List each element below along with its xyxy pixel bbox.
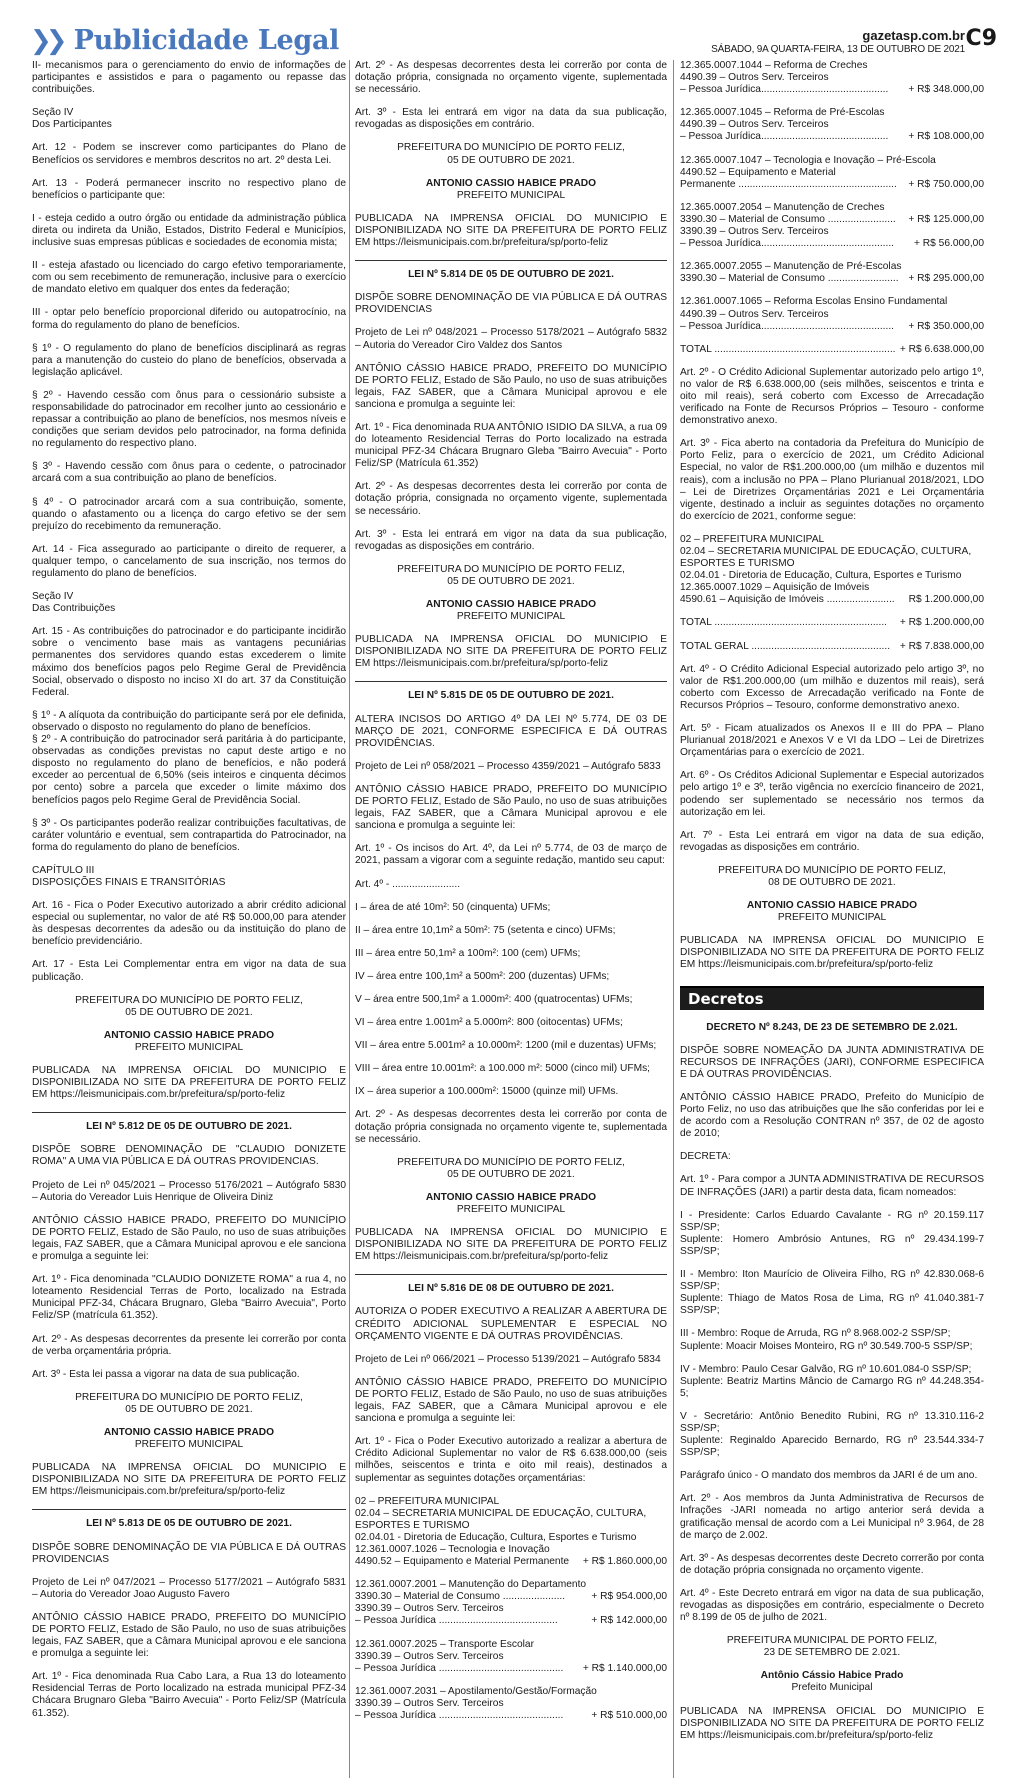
budget-heading: 02 – PREFEITURA MUNICIPAL 02.04 – SECRETARIA MUNICIPAL DE EDUCAÇÃO, CULTURA, ESPORTES E TURISMO 02.04.01 - Diretoria de Educação, Cultura, Esportes e Turismo 12.365.0007.1029 – Aquisição de Imóveis xyxy=(680,533,972,594)
signature-role: PREFEITO MUNICIPAL xyxy=(456,611,566,623)
budget-value: + R$ 510.000,00 xyxy=(591,1710,667,1721)
signature-name: ANTONIO CASSIO HABICE PRADO xyxy=(746,900,918,912)
budget-label: 3390.30 – Material de Consumo ...................... xyxy=(355,1591,566,1603)
publication-note: PUBLICADA NA IMPRENSA OFICIAL DO MUNICIPIO E DISPONIBILIZADA NO SITE DA PREFEITURA DE PORTO FELIZ EM https://leismunicipais.com.br/prefeitura/sp/porto-feliz xyxy=(32,1462,346,1498)
budget-label: – Pessoa Jurídica............................................... xyxy=(680,238,895,250)
paragraph: § 1º - O regulamento do plano de benefícios disciplinará as regras para a manutenção do custeio do plano de benefícios, observada a legislação aplicável. xyxy=(32,342,346,378)
budget-value: + R$ 125.000,00 xyxy=(908,213,984,225)
paragraph: Art. 16 - Fica o Poder Executivo autorizado a abrir crédito adicional especial ou suplementar, no valor de até R$ 50.000,00 para atender às despesas decorrentes da adesão ou da instituição do plano de benefício previdenciário. xyxy=(32,900,346,948)
paragraph: IX – área superior a 100.000m²: 15000 (quinze mil) UFMs. xyxy=(355,1086,619,1098)
paragraph: Art. 4º - Este Decreto entrará em vigor na data de sua publicação, revogadas as disposições em contrário, especialmente o Decreto nº 8.199 de 05 de julho de 2021. xyxy=(680,1587,984,1624)
budget-total xyxy=(680,617,984,629)
publication-note: PUBLICADA NA IMPRENSA OFICIAL DO MUNICIPIO E DISPONIBILIZADA NO SITE DA PREFEITURA DE PORTO FELIZ EM https://leismunicipais.com.br/prefeitura/sp/porto-feliz xyxy=(680,935,984,971)
budget-line xyxy=(355,1615,667,1627)
paragraph: Art. 6º - Os Créditos Adicional Suplementar e Especial autorizados pelo artigo 1º e 3º, terão vigência no exercício financeiro de 2021, podendo ser suplementado se necessário nos termos da autorização em lei. xyxy=(680,770,984,818)
budget-label: – Pessoa Jurídica ............................................ xyxy=(355,1710,564,1721)
paragraph: ALTERA INCISOS DO ARTIGO 4º DA LEI Nº 5.774, DE 03 DE MARÇO DE 2021, CONFORME ESPECIFICA E DÁ OUTRAS PROVIDÊNCIAS. xyxy=(355,713,667,749)
budget-label: 3390.30 – Material de Consumo ......................... xyxy=(680,273,899,285)
signature-role: PREFEITO MUNICIPAL xyxy=(456,189,566,201)
paragraph: Art. 2º - As despesas decorrentes desta lei correrão por conta de dotação própria, consignada no orçamento vigente, suplementada se necessário. xyxy=(355,60,667,96)
paragraph: Projeto de Lei nº 058/2021 – Processo 4359/2021 – Autógrafo 5833 xyxy=(355,760,661,772)
paragraph: Art. 17 - Esta Lei Complementar entra em vigor na data de sua publicação. xyxy=(32,959,346,983)
signature-name: ANTONIO CASSIO HABICE PRADO xyxy=(103,1029,275,1041)
budget-heading: 12.365.0007.2055 – Manutenção de Pré-Escolas xyxy=(680,261,902,273)
signature-place: PREFEITURA DO MUNICÍPIO DE PORTO FELIZ, 05 DE OUTUBRO DE 2021. xyxy=(397,1156,625,1180)
publication-note: PUBLICADA NA IMPRENSA OFICIAL DO MUNICIPIO E DISPONIBILIZADA NO SITE DA PREFEITURA DE PORTO FELIZ EM https://leismunicipais.com.br/prefeitura/sp/porto-feliz xyxy=(680,1705,984,1741)
paragraph: Projeto de Lei nº 048/2021 – Processo 5178/2021 – Autógrafo 5832 – Autoria do Vereador Ciro Valdez dos Santos xyxy=(355,327,667,351)
paragraph: DECRETA: xyxy=(680,1151,731,1163)
paragraph: Projeto de Lei nº 045/2021 – Processo 5176/2021 – Autógrafo 5830 – Autoria do Vereador Luis Henrique de Oliveira Diniz xyxy=(32,1179,346,1203)
budget-heading: 12.365.0007.1047 – Tecnologia e Inovação – Pré-Escola 4490.52 – Equipamento e Material xyxy=(680,154,936,178)
paragraph: Art. 1º - Fica denominada RUA ANTÔNIO ISIDIO DA SILVA, a rua 09 do loteamento Residencial Terras do Porto localizado na estrada municipal PFZ-34 Chácara Brugnaro Gleba "Bairro Avecuia" - Porto Feliz/SP (Matrícula 61.352) xyxy=(355,421,667,470)
budget-value: + R$ 142.000,00 xyxy=(591,1615,667,1627)
signature-role: Prefeito Municipal xyxy=(791,1682,873,1694)
budget-label: – Pessoa Jurídica............................................. xyxy=(680,131,889,143)
budget-line xyxy=(680,179,984,191)
signature-role: PREFEITO MUNICIPAL xyxy=(134,1439,244,1451)
paragraph: Art. 1º - Para compor a JUNTA ADMINISTRATIVA DE RECURSOS DE INFRAÇÕES (JARI) a partir desta data, ficam nomeados: xyxy=(680,1174,984,1198)
paragraph: DISPÕE SOBRE DENOMINAÇÃO DE "CLAUDIO DONIZETE ROMA" A UMA VIA PÚBLICA E DÁ OUTRAS PROVIDENCIAS. xyxy=(32,1144,346,1168)
budget-line xyxy=(680,321,984,333)
paragraph: Art. 2º - Aos membros da Junta Administrativa de Recursos de Infrações -JARI nomeada no artigo anterior será devida a gratificação mensal de acordo com a Lei Municipal nº 3.964, de 28 de março de 2.002. xyxy=(680,1493,984,1541)
paragraph: DISPÕE SOBRE NOMEAÇÃO DA JUNTA ADMINISTRATIVA DE RECURSOS DE INFRAÇÕES (JARI), CONFORME ESPECIFICA E DÁ OUTRAS PROVIDÊNCIAS. xyxy=(680,1044,984,1080)
page-number: C9 xyxy=(965,26,997,51)
law-title: LEI Nº 5.812 DE 05 DE OUTUBRO DE 2021. xyxy=(32,1112,346,1133)
publication-note: PUBLICADA NA IMPRENSA OFICIAL DO MUNICIPIO E DISPONIBILIZADA NO SITE DA PREFEITURA DE PORTO FELIZ EM https://leismunicipais.com.br/prefeitura/sp/porto-feliz xyxy=(355,634,667,670)
signature-place: PREFEITURA DO MUNICÍPIO DE PORTO FELIZ, 05 DE OUTUBRO DE 2021. xyxy=(397,563,625,587)
budget-line xyxy=(355,1663,667,1675)
signature-place: PREFEITURA DO MUNICÍPIO DE PORTO FELIZ, 05 DE OUTUBRO DE 2021. xyxy=(397,142,625,166)
budget-heading: 02 – PREFEITURA MUNICIPAL 02.04 – SECRETARIA MUNICIPAL DE EDUCAÇÃO, CULTURA, ESPORTES E TURISMO 02.04.01 - Diretoria de Educação, Cultura, Esportes e Turismo 12.361.0007.1026 – Tecnologia e Inovação xyxy=(355,1495,647,1555)
paragraph: Art. 5º - Ficam atualizados os Anexos II e III do PPA – Plano Plurianual 2018/2021 e Anexos V e VI da LDO – Lei de Diretrizes Orçamentárias para o exercício de 2021. xyxy=(680,723,984,759)
paragraph: ANTÔNIO CÁSSIO HABICE PRADO, PREFEITO DO MUNICÍPIO DE PORTO FELIZ, Estado de São Paulo, no uso de suas atribuições legais, FAZ SABER, que a Câmara Municipal aprovou e ele sanciona e promulga a seguinte lei: xyxy=(355,1376,667,1425)
column-2 xyxy=(355,60,667,1722)
budget-value: R$ 1.200.000,00 xyxy=(908,594,984,606)
budget-label: 4490.52 – Equipamento e Material Permanente xyxy=(355,1556,570,1568)
paragraph: Art. 12 - Podem se inscrever como participantes do Plano de Benefícios os servidores e membros descritos no art. 2º desta Lei. xyxy=(32,142,346,166)
budget-label: – Pessoa Jurídica ............................................ xyxy=(355,1662,564,1674)
dateline: SÁBADO, 9A QUARTA-FEIRA, 13 DE OUTUBRO DE 2021 xyxy=(711,44,965,55)
budget-label: Permanente ........................................................ xyxy=(680,178,897,190)
paragraph: Parágrafo único - O mandato dos membros da JARI é de um ano. xyxy=(680,1470,978,1482)
paragraph: DISPÕE SOBRE DENOMINAÇÃO DE VIA PÚBLICA E DÁ OUTRAS PROVIDENCIAS xyxy=(355,292,667,316)
budget-value: + R$ 348.000,00 xyxy=(908,84,984,96)
paragraph: Art. 4º - O Crédito Adicional Especial autorizado pelo artigo 3º, no valor de R$1.200.000,00 (um milhão e duzentos mil reais), será coberto com Excesso de Arrecadação verificado na Fonte de Recursos Próprios – Tesouro, conforme demonstrativo anexo. xyxy=(680,663,984,711)
paragraph: VI – área entre 1.001m² a 5.000m²: 800 (oitocentas) UFMs; xyxy=(355,1017,623,1029)
paragraph: DISPÕE SOBRE DENOMINAÇÃO DE VIA PÚBLICA E DÁ OUTRAS PROVIDENCIAS xyxy=(32,1541,346,1565)
budget-value: + R$ 954.000,00 xyxy=(591,1591,667,1603)
budget-heading: 12.361.0007.2025 – Transporte Escolar 3390.39 – Outros Serv. Terceiros xyxy=(355,1638,534,1662)
budget-line xyxy=(680,273,984,285)
budget-value: + R$ 7.838.000,00 xyxy=(899,640,984,652)
paragraph: § 3º - Havendo cessão com ônus para o cedente, o patrocinador arcará com a sua contribuição ao plano de benefícios. xyxy=(32,461,346,485)
paragraph: III – área entre 50,1m² a 100m²: 100 (cem) UFMs; xyxy=(355,947,581,959)
budget-heading: 12.365.0007.1045 – Reforma de Pré-Escolas 4490.39 – Outros Serv. Terceiros xyxy=(680,107,885,131)
paragraph: AUTORIZA O PODER EXECUTIVO A REALIZAR A ABERTURA DE CRÉDITO ADICIONAL SUPLEMENTAR E ESPECIAL NO ORÇAMENTO VIGENTE E DÁ OUTRAS PROVIDÊNCIAS. xyxy=(355,1306,667,1342)
budget-heading: 12.365.0007.2054 – Manutenção de Creches xyxy=(680,201,885,213)
paragraph: Art. 1º - Os incisos do Art. 4º, da Lei nº 5.774, de 03 de março de 2021, passam a vigorar com a seguinte redação, mantido seu caput: xyxy=(355,843,667,867)
budget-value: + R$ 350.000,00 xyxy=(908,320,984,332)
budget-line xyxy=(355,1710,667,1722)
paragraph: Art. 15 - As contribuições do patrocinador e do participante incidirão sobre o vencimento base mais as vantagens pecuniárias permanentes dos servidores quando estas excederem o limite máximo dos benefícios pagos pelo Regime Geral de Previdência Social, observado o disposto no inciso XI do art. 37 da Constituição Federal. xyxy=(32,626,346,698)
paragraph: VIII – área entre 10.001m²: a 100.000 m²: 5000 (cinco mil) UFMs; xyxy=(355,1063,650,1075)
signature-name: ANTONIO CASSIO HABICE PRADO xyxy=(103,1426,275,1438)
double-chevron-icon: ❯❯ xyxy=(30,26,62,56)
masthead xyxy=(30,24,997,60)
paragraph: V – área entre 500,1m² a 1.000m²: 400 (quatrocentas) UFMs; xyxy=(355,993,633,1005)
budget-line xyxy=(355,1591,667,1603)
budget-total xyxy=(680,344,984,356)
budget-value: + R$ 108.000,00 xyxy=(908,131,984,143)
paragraph: Art. 1º - Fica denominada Rua Cabo Lara, a Rua 13 do loteamento Residencial Terras de Porto localizado na estrada municipal PFZ-34 Chácara Brugnaro Gleba "Bairro Avecuia" - Porto Feliz/SP (Matrícula 61.352). xyxy=(32,1671,346,1719)
budget-line xyxy=(680,131,984,143)
column-divider xyxy=(673,60,674,1778)
paragraph: III - Membro: Roque de Arruda, RG nº 8.968.002-2 SSP/SP; Suplente: Moacir Moises Monteiro, RG nº 30.549.700-5 SSP/SP; xyxy=(680,1328,973,1352)
paragraph: ANTÔNIO CÁSSIO HABICE PRADO, PREFEITO DO MUNICÍPIO DE PORTO FELIZ, Estado de São Paulo, no uso de suas atribuições legais, FAZ SABER, que a Câmara Municipal aprovou e ele sanciona e promulga a seguinte lei: xyxy=(32,1611,346,1660)
column-1 xyxy=(32,60,346,1731)
paragraph: I – área de até 10m²: 50 (cinquenta) UFMs; xyxy=(355,901,551,913)
paragraph: § 2º - Havendo cessão com ônus para o cessionário subsiste a responsabilidade do patrocinador em recolher junto ao cessionário e repassar a contribuição ao plano de benefícios, nos mesmos níveis e condições que seriam devidos pelo patrocinador, na forma definida no regulamento do respectivo plano. xyxy=(32,389,346,450)
law-title: LEI Nº 5.816 DE 08 DE OUTUBRO DE 2021. xyxy=(355,1274,667,1295)
budget-label: TOTAL GERAL ................................................. xyxy=(680,640,891,652)
signature-name: Antônio Cássio Habice Prado xyxy=(760,1670,904,1682)
paragraph: Art. 7º - Esta Lei entrará em vigor na data de sua edição, revogadas as disposições em contrário. xyxy=(680,829,984,853)
paragraph: Art. 4º - ........................ xyxy=(355,878,461,890)
budget-heading: 12.361.0007.2001 – Manutenção do Departamento xyxy=(355,1579,587,1591)
publication-note: PUBLICADA NA IMPRENSA OFICIAL DO MUNICIPIO E DISPONIBILIZADA NO SITE DA PREFEITURA DE PORTO FELIZ EM https://leismunicipais.com.br/prefeitura/sp/porto-feliz xyxy=(355,212,667,249)
paragraph: § 1º - A alíquota da contribuição do participante será por ele definida, observado o disposto no regulamento do plano de benefícios. § 2º - A contribuição do patrocinador será paritária à do participante, observadas as condições previstas no caput deste artigo e no disposto no regulamento do plano de benefícios, e não poderá exceder ao percentual de 6,50% (seis inteiros e cinquenta décimos por cento) sobre a parcela que exceder o limite máximo dos benefícios pagos pelo Regime Geral de Previdência Social. xyxy=(32,709,346,806)
budget-heading: 12.365.0007.1044 – Reforma de Creches 4490.39 – Outros Serv. Terceiros xyxy=(680,60,868,84)
paragraph: II - Membro: Iton Maurício de Oliveira Filho, RG nº 42.830.068-6 SSP/SP; Suplente: Thiago de Matos Rosa de Lima, RG nº 41.040.381-7 SSP/SP; xyxy=(680,1269,984,1317)
paragraph: I - esteja cedido a outro órgão ou entidade da administração pública direta ou indireta da União, Estados, Distrito Federal e Municípios, inclusive suas empresas públicas e sociedades de economia mista; xyxy=(32,212,346,249)
budget-heading: 3390.39 – Outros Serv. Terceiros xyxy=(680,226,829,238)
paragraph: Art. 1º - Fica o Poder Executivo autorizado a realizar a abertura de Crédito Adicional Suplementar no valor de R$ 6.638.000,00 (seis milhões, seiscentos e trinta e oito mil reais), destinados a suplementar as seguintes dotações orçamentárias: xyxy=(355,1436,667,1484)
budget-heading: 3390.39 – Outros Serv. Terceiros xyxy=(355,1603,504,1615)
paragraph: Art. 2º - As despesas decorrentes desta lei correrão por conta de dotação própria consignada no orçamento vigente te, suplementada se necessário. xyxy=(355,1109,667,1145)
publication-note: PUBLICADA NA IMPRENSA OFICIAL DO MUNICIPIO E DISPONIBILIZADA NO SITE DA PREFEITURA DE PORTO FELIZ EM https://leismunicipais.com.br/prefeitura/sp/porto-feliz xyxy=(355,1227,667,1263)
decretos-section-bar: Decretos xyxy=(680,986,984,1010)
budget-value: + R$ 56.000,00 xyxy=(914,238,984,250)
signature-place: PREFEITURA MUNICIPAL DE PORTO FELIZ, 23 DE SETEMBRO DE 2.021. xyxy=(726,1635,938,1659)
paragraph: Art. 3º - Esta lei entrará em vigor na data da sua publicação, revogadas as disposições em contrário. xyxy=(355,107,667,131)
paragraph: I - Presidente: Carlos Eduardo Cavalante - RG nº 20.159.117 SSP/SP; Suplente: Homero Ambrósio Antunes, RG nº 29.434.199-7 SSP/SP; xyxy=(680,1209,984,1257)
section-title: Publicidade Legal xyxy=(73,25,340,56)
paragraph: IV - Membro: Paulo Cesar Galvão, RG nº 10.601.084-0 SSP/SP; Suplente: Beatriz Martins Mâncio de Camargo RG nº 44.248.354-5; xyxy=(680,1363,984,1399)
paragraph: § 4º - O patrocinador arcará com a sua contribuição, somente, quando o afastamento ou a licença do cargo efetivo se der sem prejuízo do recebimento da remuneração. xyxy=(32,496,346,532)
site-url: gazetasp.com.br xyxy=(862,28,965,43)
column-3 xyxy=(680,60,984,1753)
decree-title: DECRETO Nº 8.243, DE 23 DE SETEMBRO DE 2.021. xyxy=(706,1021,958,1033)
budget-value: + R$ 1.140.000,00 xyxy=(582,1662,667,1674)
header-info xyxy=(711,28,997,56)
paragraph: Projeto de Lei nº 066/2021 – Processo 5139/2021 – Autógrafo 5834 xyxy=(355,1353,661,1365)
signature-role: PREFEITO MUNICIPAL xyxy=(134,1041,244,1053)
paragraph: Projeto de Lei nº 047/2021 – Processo 5177/2021 – Autógrafo 5831 – Autoria do Vereador Joao Augusto Favero xyxy=(32,1576,346,1600)
budget-label: 3390.30 – Material de Consumo ........................ xyxy=(680,213,896,225)
paragraph: § 3º - Os participantes poderão realizar contribuições facultativas, de caráter voluntário e eventual, sem contrapartida do Patrocinador, na forma do regulamento do plano de benefícios. xyxy=(32,817,346,853)
budget-label: TOTAL ................................................................ xyxy=(680,343,896,355)
column-divider xyxy=(349,60,350,1778)
budget-heading: 12.361.0007.2031 – Apostilamento/Gestão/Formação 3390.39 – Outros Serv. Terceiros xyxy=(355,1685,597,1709)
paragraph: ANTÔNIO CÁSSIO HABICE PRADO, PREFEITO DO MUNICÍPIO DE PORTO FELIZ, Estado de São Paulo, no uso de suas atribuições legais, FAZ SABER, que a Câmara Municipal aprovou e ele sanciona e promulga a seguinte lei: xyxy=(355,783,667,832)
paragraph: II- mecanismos para o gerenciamento do envio de informações de participantes e assistidos e para o pagamento ou repasse das contribuições. xyxy=(32,60,346,96)
budget-line xyxy=(355,1556,667,1568)
paragraph: VII – área entre 5.001m² a 10.000m²: 1200 (mil e duzentas) UFMs; xyxy=(355,1040,657,1052)
section-brand xyxy=(30,26,339,56)
budget-grand-total xyxy=(680,641,984,653)
paragraph: Art. 2º - As despesas decorrentes desta lei correrão por conta de dotação própria, consignada no orçamento vigente, suplementada se necessário. xyxy=(355,481,667,517)
chapter-heading: CAPÍTULO III DISPOSIÇÕES FINAIS E TRANSITÓRIAS xyxy=(32,864,226,888)
law-title: LEI Nº 5.813 DE 05 DE OUTUBRO DE 2021. xyxy=(32,1509,346,1530)
law-title: LEI Nº 5.815 DE 05 DE OUTUBRO DE 2021. xyxy=(355,681,667,702)
budget-line xyxy=(680,594,984,606)
signature-place: PREFEITURA DO MUNICÍPIO DE PORTO FELIZ, 08 DE OUTUBRO DE 2021. xyxy=(718,864,946,888)
paragraph: Art. 3º - Esta lei passa a vigorar na data de sua publicação. xyxy=(32,1368,300,1380)
publication-note: PUBLICADA NA IMPRENSA OFICIAL DO MUNICIPIO E DISPONIBILIZADA NO SITE DA PREFEITURA DE PORTO FELIZ EM https://leismunicipais.com.br/prefeitura/sp/porto-feliz xyxy=(32,1065,346,1101)
budget-heading: 12.361.0007.1065 – Reforma Escolas Ensino Fundamental 4490.39 – Outros Serv. Terceiros xyxy=(680,296,948,320)
paragraph: ANTÔNIO CÁSSIO HABICE PRADO, PREFEITO DO MUNICÍPIO DE PORTO FELIZ, Estado de São Paulo, no uso de suas atribuições legais, FAZ SABER, que a Câmara Municipal aprovou e ele sanciona e promulga a seguinte lei: xyxy=(355,362,667,410)
budget-label: – Pessoa Jurídica .......................................... xyxy=(355,1615,558,1627)
paragraph: Art. 3º - As despesas decorrentes deste Decreto correrão por conta de dotação própria consignada no orçamento vigente. xyxy=(680,1552,984,1576)
budget-line xyxy=(680,238,984,250)
budget-value: + R$ 6.638.000,00 xyxy=(899,343,984,355)
signature-role: PREFEITO MUNICIPAL xyxy=(456,1204,566,1215)
paragraph: III - optar pelo benefício proporcional diferido ou autopatrocínio, na forma do regulamento do plano de benefícios. xyxy=(32,307,346,331)
paragraph: V - Secretário: Antônio Benedito Rubini, RG nº 13.310.116-2 SSP/SP; Suplente: Reginaldo Aparecido Bernardo, RG nº 23.544.334-7 SSP/SP; xyxy=(680,1410,984,1459)
paragraph: IV – área entre 100,1m² a 500m²: 200 (duzentas) UFMs; xyxy=(355,970,610,982)
budget-label: TOTAL ............................................................. xyxy=(680,617,887,629)
paragraph: II - esteja afastado ou licenciado do cargo efetivo temporariamente, com ou sem recebimento de remuneração, inclusive para o exercício de mandato eletivo em qualquer dos entes da federação; xyxy=(32,260,346,296)
budget-label: – Pessoa Jurídica............................................... xyxy=(680,320,895,332)
paragraph: Art. 2º - As despesas decorrentes da presente lei correrão por conta de verba orçamentária própria. xyxy=(32,1333,346,1357)
paragraph: Art. 3º - Esta lei entrará em vigor na data da sua publicação, revogadas as disposições em contrário. xyxy=(355,528,667,552)
paragraph: II – área entre 10,1m² a 50m²: 75 (setenta e cinco) UFMs; xyxy=(355,924,616,936)
signature-name: ANTONIO CASSIO HABICE PRADO xyxy=(425,599,597,610)
paragraph: Art. 3º - Fica aberto na contadoria da Prefeitura do Município de Porto Feliz, para o exercício de 2021, um Crédito Adicional Especial, no valor de R$1.200.000,00 (um milhão e duzentos mil reais), com a inclusão no PPA – Plano Plurianual 2018/2021, LDO – Lei de Diretrizes Orçamentárias 2021 e Lei Orçamentária vigente, destinado a incluir as seguintes dotações no orçamento do exercício de 2021, conforme segue: xyxy=(680,438,984,522)
budget-label: – Pessoa Jurídica............................................. xyxy=(680,84,889,96)
budget-value: + R$ 1.200.000,00 xyxy=(899,617,984,629)
section-heading: Seção IV Das Contribuições xyxy=(32,591,116,615)
paragraph: Art. 2º - O Crédito Adicional Suplementar autorizado pelo artigo 1º, no valor de R$ 6.638.000,00 (seis milhões, seiscentos e trinta e oito mil reais), será coberto com Excesso de Arrecadação verificado na Fonte de Recursos Próprios – Tesouro - conforme demonstrativo anexo. xyxy=(680,366,984,427)
signature-role: PREFEITO MUNICIPAL xyxy=(777,912,887,924)
paragraph: Art. 13 - Poderá permanecer inscrito no respectivo plano de benefícios o participante que: xyxy=(32,177,346,201)
signature-name: ANTONIO CASSIO HABICE PRADO xyxy=(425,177,597,189)
budget-line xyxy=(680,84,984,96)
paragraph: Art. 14 - Fica assegurado ao participante o direito de requerer, a qualquer tempo, o cancelamento de sua inscrição, nos termos do regulamento do plano de benefícios. xyxy=(32,543,346,579)
paragraph: ANTÔNIO CÁSSIO HABICE PRADO, Prefeito do Município de Porto Feliz, no uso das atribuições que lhe são conferidas por lei e de acordo com a Resolução CONTRAN nº 357, de 02 de agosto de 2010; xyxy=(680,1092,984,1140)
budget-value: + R$ 295.000,00 xyxy=(908,273,984,285)
law-title: LEI Nº 5.814 DE 05 DE OUTUBRO DE 2021. xyxy=(355,260,667,281)
budget-label: 4590.61 – Aquisição de Imóveis ........................ xyxy=(680,594,895,606)
signature-place: PREFEITURA DO MUNICÍPIO DE PORTO FELIZ, 05 DE OUTUBRO DE 2021. xyxy=(75,994,303,1018)
paragraph: ANTÔNIO CÁSSIO HABICE PRADO, PREFEITO DO MUNICÍPIO DE PORTO FELIZ, Estado de São Paulo, no uso de suas atribuições legais, FAZ SABER, que a Câmara Municipal aprovou e ele sanciona e promulga a seguinte lei: xyxy=(32,1214,346,1263)
section-heading: Seção IV Dos Participantes xyxy=(32,107,112,131)
paragraph: Art. 1º - Fica denominada "CLAUDIO DONIZETE ROMA" a rua 4, no loteamento Residencial Terras de Porto, localizado na Estrada Municipal PFZ-34, Chácara Brugnaro, Gleba "Bairro Avecuia", Porto Feliz/SP (matrícula 61.352). xyxy=(32,1274,346,1322)
budget-line xyxy=(680,214,984,226)
signature-place: PREFEITURA DO MUNICÍPIO DE PORTO FELIZ, 05 DE OUTUBRO DE 2021. xyxy=(75,1391,303,1415)
signature-name: ANTONIO CASSIO HABICE PRADO xyxy=(425,1191,597,1203)
budget-value: + R$ 750.000,00 xyxy=(908,178,984,190)
budget-value: + R$ 1.860.000,00 xyxy=(582,1556,667,1568)
